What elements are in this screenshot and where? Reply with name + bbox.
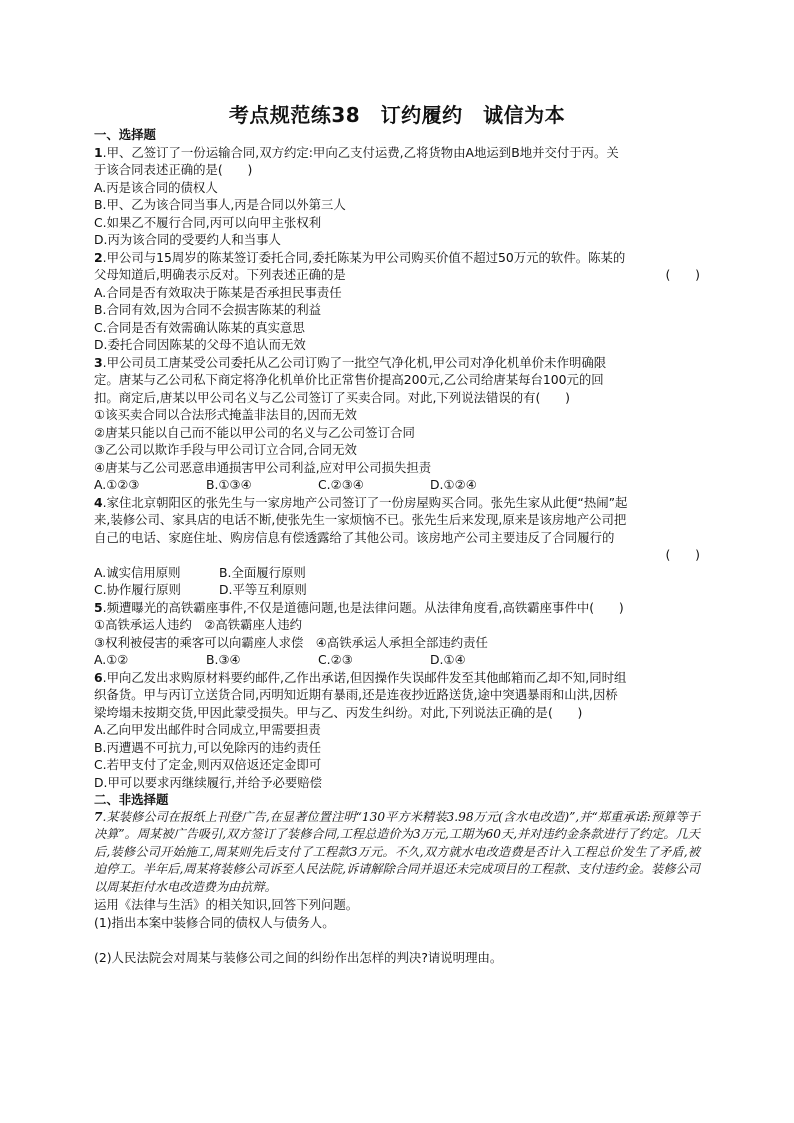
question-number: 6	[94, 669, 103, 685]
question-text: .甲、乙签订了一份运输合同,双方约定:甲向乙支付运费,乙将货物由A地运到B地并交付于丙。关	[102, 144, 619, 160]
question-number: 3	[94, 354, 103, 370]
question-4-line-1	[94, 494, 700, 512]
question-number: 1	[94, 144, 103, 160]
option-d: D.丙为该合同的受要约人和当事人	[94, 232, 281, 247]
option-d: D.①④	[430, 652, 466, 667]
question-text: .某装修公司在报纸上刊登广告,在显著位置注明“130平方米精装3.98万元(含水电改造)”,并“郑重承诺:预算等于决算”。周某被广告吸引,双方签订了装修合同,工程总造价为3万元,工期为60天,并对违约金条款进行了约定。几天后,装修公司开始施工,周某则先后支付了工程款3万元。不久,双方就水电改造费是否计入工程总价发生了矛盾,被迫停工。半年后,周某将装修公司诉至人民法院,诉请解除合同并退还未完成项目的工程款、支付违约金。装修公司以周某拒付水电改造费为由抗辩。	[94, 809, 700, 894]
question-1-line-2: 于该合同表述正确的是( )	[94, 162, 253, 177]
question-2-line-2	[94, 266, 700, 284]
options-row	[94, 651, 700, 669]
option-a: A.①②③	[94, 477, 140, 492]
question-text: .家住北京朝阳区的张先生与一家房地产公司签订了一份房屋购买合同。张先生家从此便“热闹”起	[102, 494, 628, 510]
option-b: B.全面履行原则	[219, 564, 306, 580]
page-title: 考点规范练38 订约履约 诚信为本	[228, 103, 566, 127]
option-d: D.委托合同因陈某的父母不追认而无效	[94, 337, 306, 352]
question-number: 2	[94, 249, 103, 265]
question-number: 7	[94, 809, 103, 824]
question-7-instruction: 运用《法律与生活》的相关知识,回答下列问题。	[94, 897, 359, 912]
question-text: .频遭曝光的高铁霸座事件,不仅是道德问题,也是法律问题。从法律角度看,高铁霸座事件中( )	[102, 599, 624, 615]
options-row	[94, 476, 700, 494]
option-a: A.乙向甲发出邮件时合同成立,甲需要担责	[94, 722, 321, 737]
option-a: A.①②	[94, 652, 129, 667]
option-d: D.①②④	[430, 477, 477, 492]
question-2-line-1	[94, 249, 700, 267]
option-b: B.③④	[206, 652, 241, 667]
options-row-2	[94, 581, 700, 599]
option-d: D.甲可以要求丙继续履行,并给予必要赔偿	[94, 774, 323, 790]
question-6-line-3: 梁垮塌未按期交货,甲因此蒙受损失。甲与乙、丙发生纠纷。对此,下列说法正确的是( )	[94, 704, 583, 720]
question-4-line-3: 自己的电话、家庭住址、购房信息有偿透露给了其他公司。该房地产公司主要违反了合同履行的	[94, 529, 615, 545]
answer-space	[94, 931, 700, 949]
question-text: .甲公司与15周岁的陈某签订委托合同,委托陈某为甲公司购买价值不超过50万元的软件。陈某的	[102, 249, 626, 265]
option-c: C.协作履行原则	[94, 582, 181, 597]
option-c: C.若甲支付了定金,则丙双倍返还定金即可	[94, 757, 322, 772]
statement-4: ④唐某与乙公司恶意串通损害甲公司利益,应对甲公司损失担责	[94, 459, 432, 475]
question-3-line-3: 扣。商定后,唐某以甲公司名义与乙公司签订了买卖合同。对此,下列说法错误的有( )	[94, 389, 570, 405]
sub-question-2: (2)人民法院会对周某与装修公司之间的纠纷作出怎样的判决?请说明理由。	[94, 949, 503, 965]
statements-line-1: ①高铁承运人违约 ②高铁霸座人违约	[94, 617, 303, 632]
answer-bracket: ( )	[665, 267, 700, 282]
statement-3: ③乙公司以欺诈手段与甲公司订立合同,合同无效	[94, 442, 357, 457]
section-heading-non-choice: 二、非选择题	[94, 792, 169, 807]
option-c: C.②③④	[318, 477, 364, 492]
option-c: C.②③	[318, 652, 353, 667]
exercise-content	[94, 126, 700, 966]
option-a: A.丙是该合同的债权人	[94, 179, 218, 195]
question-3-line-2: 定。唐某与乙公司私下商定将净化机单价比正常售价提高200元,乙公司给唐某每台100元的回	[94, 372, 604, 387]
question-number: 4	[94, 494, 103, 510]
question-7-paragraph	[94, 809, 700, 897]
statement-2: ②唐某只能以自己而不能以甲公司的名义与乙公司签订合同	[94, 424, 415, 440]
statements-line-2: ③权利被侵害的乘客可以向霸座人求偿 ④高铁承运人承担全部违约责任	[94, 634, 488, 650]
question-number: 5	[94, 599, 103, 615]
section-heading-choice: 一、选择题	[94, 127, 156, 142]
question-text: .甲公司员工唐某受公司委托从乙公司订购了一批空气净化机,甲公司对净化机单价未作明确限	[102, 354, 607, 370]
options-row-1	[94, 564, 700, 582]
option-b: B.丙遭遇不可抗力,可以免除丙的违约责任	[94, 739, 322, 755]
option-c: C.如果乙不履行合同,丙可以向甲主张权利	[94, 214, 322, 230]
question-3-line-1	[94, 354, 700, 372]
option-b: B.合同有效,因为合同不会损害陈某的利益	[94, 302, 322, 317]
question-6-line-1	[94, 669, 700, 687]
option-a: A.合同是否有效取决于陈某是否承担民事责任	[94, 284, 342, 300]
question-6-line-2: 织备货。甲与丙订立送货合同,丙明知近期有暴雨,还是连夜抄近路送货,途中突遇暴雨和山洪,因桥	[94, 687, 618, 702]
question-1-line-1	[94, 144, 700, 162]
sub-question-1: (1)指出本案中装修合同的债权人与债务人。	[94, 914, 335, 930]
option-b: B.①③④	[206, 477, 252, 492]
statement-1: ①该买卖合同以合法形式掩盖非法目的,因而无效	[94, 407, 357, 422]
option-d: D.平等互利原则	[219, 582, 307, 597]
option-b: B.甲、乙为该合同当事人,丙是合同以外第三人	[94, 197, 346, 212]
question-4-line-2: 来,装修公司、家具店的电话不断,使张先生一家烦恼不已。张先生后来发现,原来是该房地产公司把	[94, 512, 627, 527]
answer-bracket: ( )	[665, 547, 700, 562]
question-text: 父母知道后,明确表示反对。下列表述正确的是	[94, 267, 346, 282]
question-text: .甲向乙发出求购原材料要约邮件,乙作出承诺,但因操作失误邮件发至其他邮箱而乙却不知,同时组	[102, 669, 627, 685]
question-5-line-1	[94, 599, 700, 617]
option-c: C.合同是否有效需确认陈某的真实意思	[94, 319, 305, 335]
option-a: A.诚实信用原则	[94, 564, 181, 580]
